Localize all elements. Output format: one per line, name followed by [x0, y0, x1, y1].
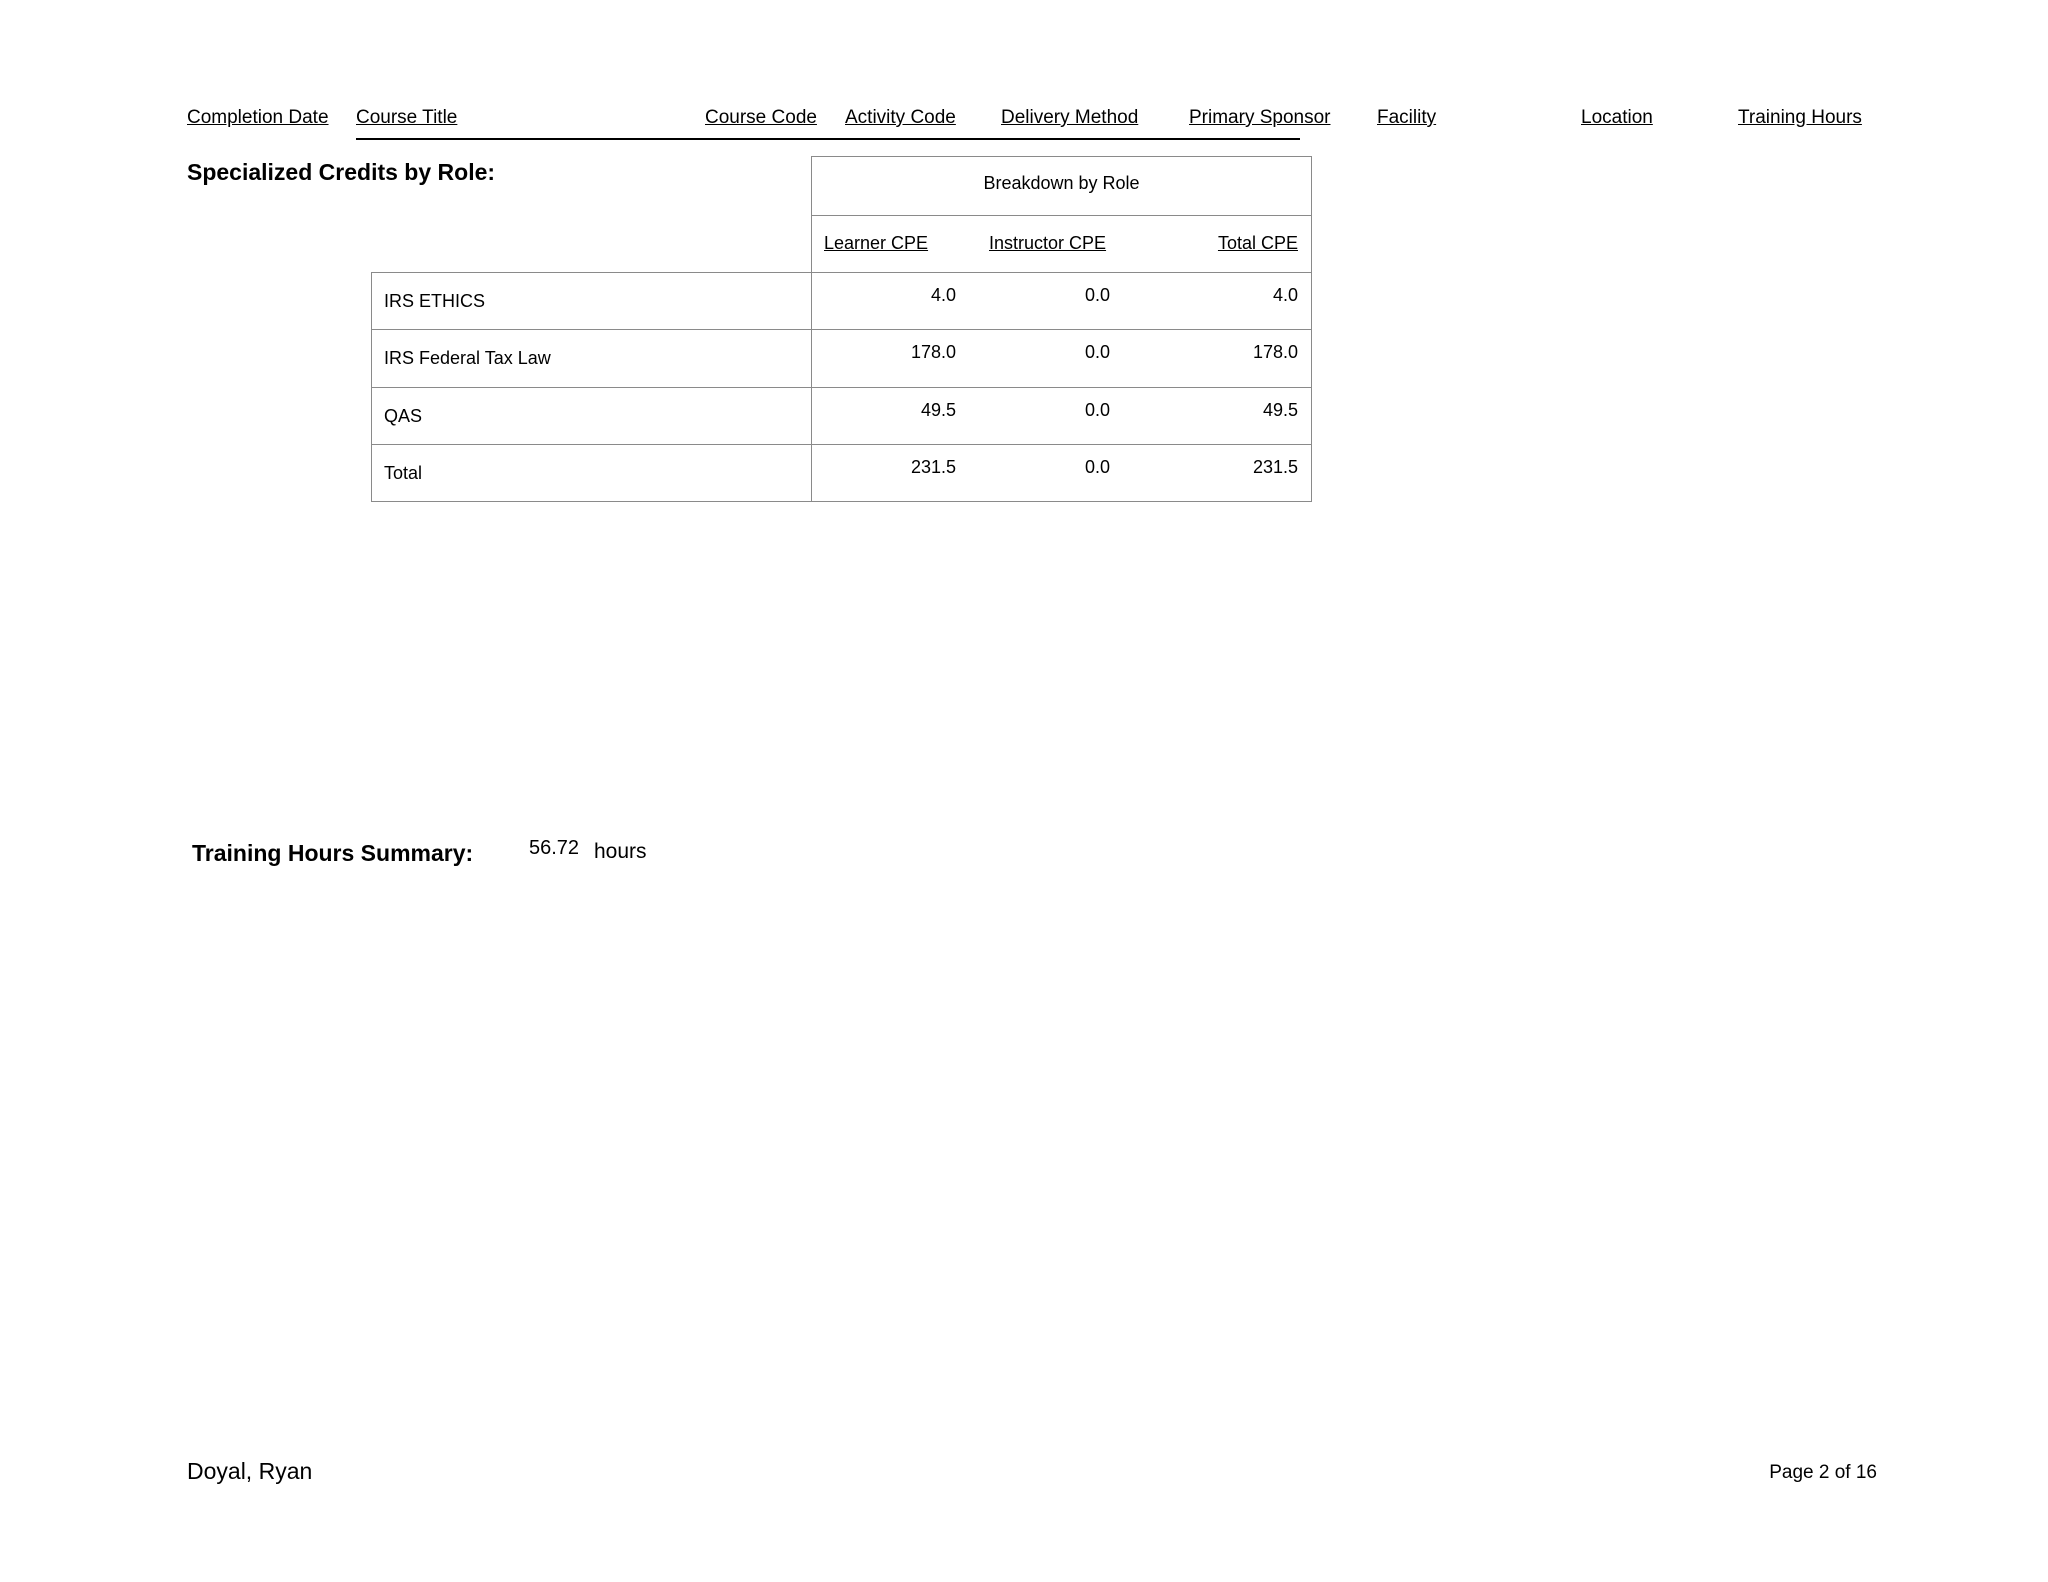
- column-header-location: Location: [1581, 107, 1653, 128]
- training-hours-summary-label: Training Hours Summary:: [192, 840, 474, 866]
- table-row: [371, 387, 812, 445]
- table-row-total: [371, 444, 812, 502]
- instructor-cpe-header: Instructor CPE: [989, 233, 1107, 253]
- row-label: IRS Federal Tax Law: [384, 348, 551, 368]
- row-label: Total: [384, 463, 423, 483]
- total-cpe-value: 4.0: [1272, 285, 1298, 305]
- footer-page-number: Page 2 of 16: [1769, 1462, 1877, 1483]
- column-header-training-hours: Training Hours: [1738, 107, 1862, 128]
- learner-cpe-value: 178.0: [910, 342, 956, 362]
- column-header-delivery-method: Delivery Method: [1001, 107, 1139, 128]
- breakdown-label: Breakdown by Role: [983, 173, 1140, 193]
- column-header-course-code: Course Code: [705, 107, 817, 128]
- header-divider: [356, 138, 1300, 140]
- column-header-facility: Facility: [1377, 107, 1437, 128]
- total-cpe-value: 49.5: [1262, 400, 1298, 420]
- instructor-cpe-value: 0.0: [1084, 285, 1110, 305]
- column-header-course-title: Course Title: [356, 107, 458, 128]
- row-label: QAS: [384, 406, 423, 426]
- footer-person-name: Doyal, Ryan: [187, 1458, 313, 1484]
- column-header-activity-code: Activity Code: [845, 107, 956, 128]
- training-hours-summary-value: 56.72: [529, 837, 580, 859]
- instructor-cpe-value: 0.0: [1084, 342, 1110, 362]
- total-cpe-value: 178.0: [1252, 342, 1298, 362]
- training-hours-summary-unit: hours: [594, 840, 647, 863]
- column-header-completion-date: Completion Date: [187, 107, 329, 128]
- learner-cpe-value: 231.5: [910, 457, 956, 477]
- instructor-cpe-value: 0.0: [1084, 400, 1110, 420]
- total-cpe-header: Total CPE: [1217, 233, 1298, 253]
- row-label: IRS ETHICS: [384, 291, 486, 311]
- learner-cpe-value: 4.0: [930, 285, 956, 305]
- learner-cpe-header: Learner CPE: [824, 233, 929, 253]
- total-cpe-value: 231.5: [1252, 457, 1298, 477]
- credits-section-title: Specialized Credits by Role:: [187, 159, 496, 185]
- learner-cpe-value: 49.5: [920, 400, 956, 420]
- instructor-cpe-value: 0.0: [1084, 457, 1110, 477]
- column-header-primary-sponsor: Primary Sponsor: [1189, 107, 1331, 128]
